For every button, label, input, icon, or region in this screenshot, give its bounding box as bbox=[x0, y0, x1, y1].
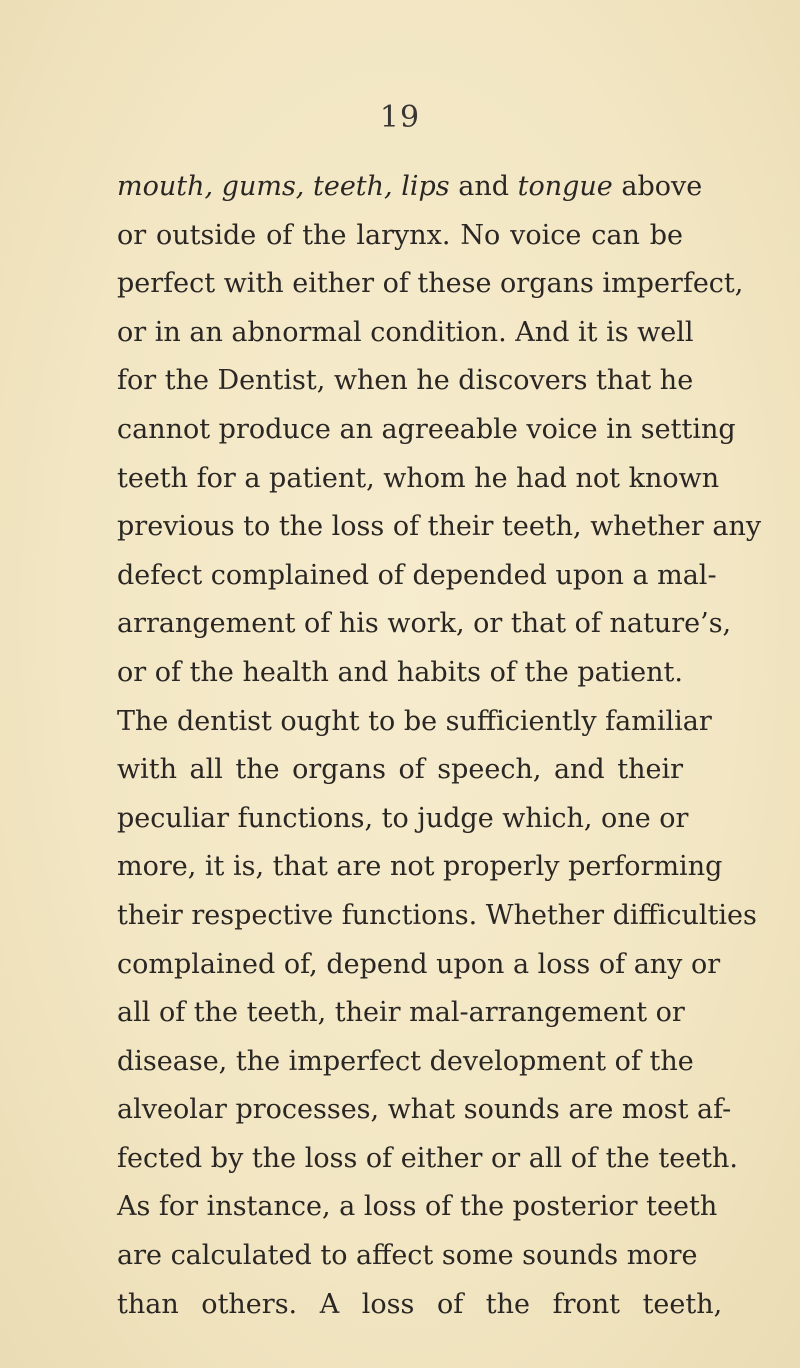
text-line-11: or of the health and habits of the patient. bbox=[117, 656, 683, 688]
text-line-13: with all the organs of speech, and their bbox=[117, 754, 683, 786]
italic-word: tongue bbox=[517, 171, 613, 202]
text-line-14: peculiar functions, to judge which, one or bbox=[117, 802, 689, 834]
text-line-9: defect complained of depended upon a mal- bbox=[117, 559, 717, 591]
text-line-16: their respective functions. Whether difficulties bbox=[117, 899, 757, 931]
text-line-1 bbox=[117, 163, 703, 212]
text-line-22: As for instance, a loss of the posterior teeth bbox=[117, 1191, 718, 1223]
italic-word: gums, bbox=[221, 171, 305, 202]
body-text bbox=[117, 163, 762, 1329]
text-line-3: perfect with either of these organs imperfect, bbox=[117, 268, 744, 300]
page-number: 19 bbox=[379, 100, 421, 135]
text-line-12: The dentist ought to be sufficiently familiar bbox=[117, 705, 712, 737]
text-line-23: are calculated to affect some sounds more bbox=[117, 1240, 698, 1272]
text-line-7: teeth for a patient, whom he had not known bbox=[117, 462, 720, 494]
italic-word: mouth, bbox=[117, 171, 214, 202]
text-line-18: all of the teeth, their mal-arrangement or bbox=[117, 997, 685, 1029]
text-line-2: or outside of the larynx. No voice can be bbox=[117, 219, 683, 251]
text-line-15: more, it is, that are not properly performing bbox=[117, 851, 723, 883]
italic-word: teeth, bbox=[312, 171, 393, 202]
text-line-21: fected by the loss of either or all of the teeth. bbox=[117, 1142, 738, 1174]
text-line-8: previous to the loss of their teeth, whether any bbox=[117, 511, 762, 543]
text-line-20: alveolar processes, what sounds are most af- bbox=[117, 1094, 732, 1126]
text-line-17: complained of, depend upon a loss of any or bbox=[117, 948, 721, 980]
roman-word: and bbox=[458, 171, 510, 202]
roman-word: above bbox=[621, 171, 703, 202]
text-line-10: arrangement of his work, or that of nature’s, bbox=[117, 608, 732, 640]
text-line-5: for the Dentist, when he discovers that he bbox=[117, 365, 694, 397]
text-line-24: than others. A loss of the front teeth, bbox=[117, 1288, 723, 1320]
text-line-6: cannot produce an agreeable voice in setting bbox=[117, 413, 736, 445]
text-line-4: or in an abnormal condition. And it is well bbox=[117, 316, 694, 348]
italic-word: lips bbox=[401, 171, 450, 202]
text-line-19: disease, the imperfect development of the bbox=[117, 1045, 694, 1077]
